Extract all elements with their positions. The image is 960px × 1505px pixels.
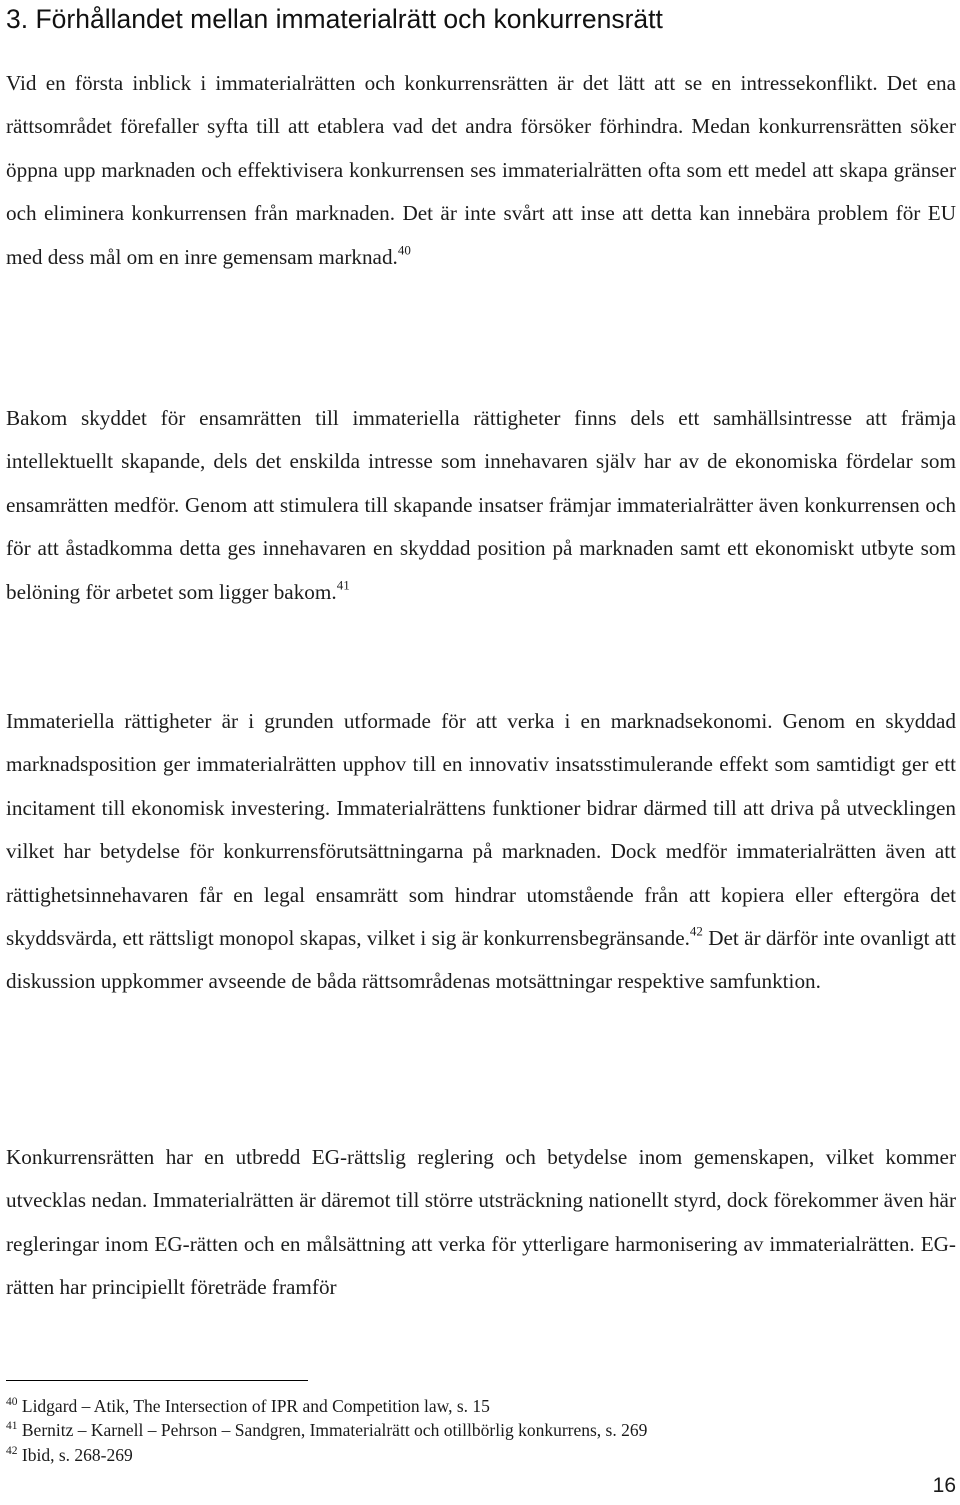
paragraph-2	[6, 397, 956, 614]
footnote-text: Bernitz – Karnell – Pehrson – Sandgren, Immaterialrätt och otillbörlig konkurrens, s. 269	[21, 1420, 648, 1441]
paragraph-text: Immateriella rättigheter är i grunden utformade för att verka i en marknadsekonomi. Genom en skyddad marknadsposition ger immaterialrätten upphov till en innovativ insatsstimulerande effekt som samtidigt ger ett incitament till ekonomisk investering. Immaterialrättens funktioner bidrar därmed till att driva på utvecklingen vilket har betydelse för konkurrensförutsättningarna på marknaden. Dock medför immaterialrätten även att rättighetsinnehavaren får en legal ensamrätt som hindrar utomstående från att kopiera eller eftergöra det skyddsvärda, ett rättsligt monopol skapas, vilket i sig är konkurrensbegränsande.	[6, 709, 956, 951]
footnote-item	[6, 1418, 647, 1442]
footnote-number: 42	[6, 1444, 18, 1457]
paragraph-text: Konkurrensrätten har en utbredd EG-rättslig reglering och betydelse inom gemenskapen, vilket kommer utvecklas nedan. Immaterialrätten är däremot till större utsträckning nationellt styrd, dock förekommer även här regleringar inom EG-rätten och en målsättning att verka för ytterligare harmonisering av immaterialrätten. EG-rätten har principiellt företräde framför	[6, 1145, 956, 1300]
footnote-text: Ibid, s. 268-269	[21, 1444, 133, 1465]
paragraph-4	[6, 1136, 956, 1310]
footnote-list	[6, 1394, 647, 1467]
footnote-ref-41[interactable]: 41	[336, 576, 350, 592]
footnote-number: 40	[6, 1396, 18, 1409]
footnote-text: Lidgard – Atik, The Intersection of IPR and Competition law, s. 15	[21, 1396, 490, 1416]
footnote-separator	[6, 1380, 308, 1381]
footnote-ref-40[interactable]: 40	[397, 241, 411, 257]
footnote-number: 41	[6, 1420, 18, 1433]
paragraph-1	[6, 62, 956, 279]
paragraph-3	[6, 700, 956, 1004]
footnote-item	[6, 1443, 647, 1467]
page-number: 16	[932, 1474, 956, 1497]
paragraph-text: Vid en första inblick i immaterialrätten och konkurrensrätten är det lätt att se en intressekonflikt. Det ena rättsområdet förefaller syfta till att etablera vad det andra försöker förhindra. Medan konkurrensrätten söker öppna upp marknaden och effektivisera konkurrensen ses immaterialrätten ofta som ett medel att skapa gränser och eliminera konkurrensen från marknaden. Det är inte svårt att inse att detta kan innebära problem för EU med dess mål om en inre gemensam marknad.	[6, 71, 956, 269]
section-heading: 3. Förhållandet mellan immaterialrätt och konkurrensrätt	[6, 4, 663, 34]
footnote-ref-42[interactable]: 42	[689, 923, 703, 939]
paragraph-text: Bakom skyddet för ensamrätten till immateriella rättigheter finns dels ett samhällsintresse att främja intellektuellt skapande, dels det enskilda intresse som innehavaren själv har av de ekonomiska fördelar som ensamrätten medför. Genom att stimulera till skapande insatser främjar immaterialrätter även konkurrensen och för att åstadkomma detta ges innehavaren en skyddad position på marknaden samt ett ekonomiskt utbyte som belöning för arbetet som ligger bakom.	[6, 406, 956, 604]
paragraph-text-continued: Det är därför inte ovanligt att diskussion uppkommer avseende de båda rättsområdenas motsättningar respektive samfunktion.	[6, 926, 956, 994]
footnote-item	[6, 1394, 647, 1418]
